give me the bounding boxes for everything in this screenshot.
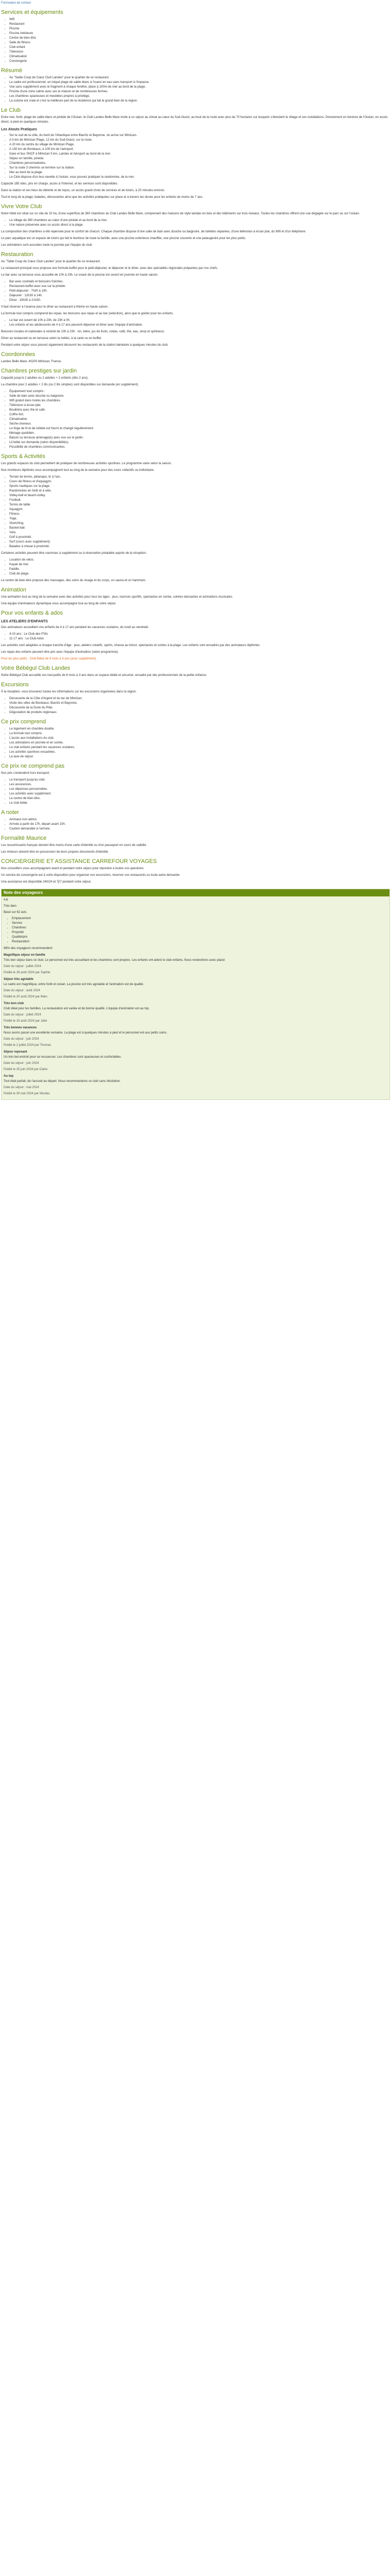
enfants-p2: Les activités sont adaptées à chaque tranche d'âge : jeux, ateliers créatifs, sports, chasse au trésor, spectacles et sorties à la plage. Les enfants sont encadrés par des animateurs diplômés. [1,644,260,647]
atout-item: • A 130 km de Bordeaux, à 105 km de l'aéroport. [9,147,390,152]
service-item: • Club enfant [9,45,390,50]
resume-item: • Au "Sable Coup de Cœur Club Landes" pour le quartier de ce restaurant. [9,76,390,80]
vivre-title: Vivre Votre Club [1,204,42,210]
anim-p2: Une équipe d'animateurs dynamique vous accompagne tout au long de votre séjour. [1,602,117,605]
coord-text: Landes Belle Mare, 40200 Mimizan, France. [1,360,62,363]
sport-item: • Cours de fitness et d'aquagym. [9,480,390,484]
service-item: • Centre de bien-être [9,36,390,41]
review-item [4,1050,387,1072]
atout-item: • Mer au bord de la plage. [9,171,390,175]
criteria-item: • Qualité/prix [12,935,387,940]
chambre-item: • Bouilloire avec thé et café. [9,408,390,413]
sport-item: • Club de plage. [9,572,390,577]
noncompris-item: • Le centre de bien-être. [9,796,390,801]
compris-item: • Les animations en journée et en soirée. [9,741,390,745]
conciergerie-title: CONCIERGERIE ET ASSISTANCE CARREFOUR VOYAGES [1,858,157,865]
note-item: • Arrivée à partir de 17h, départ avant 10h. [9,822,390,827]
review-date: Date du séjour : juin 2024 [4,1062,39,1065]
club-title: Le Club [1,107,21,113]
sport-item: • Surf (cours avec supplément). [9,540,390,545]
bebe-p1: Notre Bébégul Club accueille vos tout-petits de 6 mois à 3 ans dans un espace dédié et sécurisé, encadré par des professionnels de la petite enfance. [1,674,207,677]
review-author: Publié le 30 mai 2024 par Nicolas [4,1092,50,1095]
chambre-item: • Sèche-cheveux. [9,422,390,427]
sport-item: • Balades à cheval à proximité. [9,545,390,549]
bebe-title: Votre Bébégul Club Landes [1,665,70,671]
compris-item: • La formule tout compris. [9,732,390,736]
vivre-list [1,218,390,228]
sport-item: • Football. [9,498,390,503]
atout-item: • Séjour en famille, pinède. [9,157,390,161]
service-item: • Climatisation [9,55,390,59]
review-title: Au top [4,1075,13,1078]
review-title: Magnifique séjour en famille [4,954,45,957]
access-p1: Capacité 185 sites, pris en charge, accès à l'Internet, et les services sont disponibles. [1,182,118,185]
review-recommend: 98% des voyageurs recommandent [4,947,53,950]
formalites-p1: Les ressortissants français doivent être munis d'une carte d'identité ou d'un passeport en cours de validité. [1,844,147,847]
sport-item: • Randonnées en forêt et à vélo. [9,489,390,494]
atout-item: • Chambres personnalisées. [9,161,390,166]
chambre-item: • Balcon ou terrasse aménagé(e) avec vue sur le jardin. [9,436,390,440]
vivre-p4: Les animations sont assurées toute la journée par l'équipe du club. [1,244,93,247]
noncompris-item: • Les activités avec supplément. [9,792,390,796]
criteria-item: • Chambres [12,926,387,930]
noncompris-item: • Le transport jusqu'au club. [9,778,390,783]
reviews-title: Note des voyageurs [2,889,389,896]
chambre-item: • Télévision à écran plat. [9,403,390,408]
criteria-item: • Emplacement [12,917,387,921]
service-item: • Wifi [9,18,390,22]
service-item: • Salle de fitness [9,41,390,45]
review-date: Date du séjour : août 2024 [4,989,40,992]
review-author: Publié le 15 août 2024 par Julie [4,1020,47,1023]
sport-item: • Fitness. [9,512,390,517]
noncompris-item: • Les dépenses personnelles. [9,787,390,792]
resto-item: • Restaurant-buffet avec vue sur la pinède. [9,284,390,289]
resto-item: • Dîner : 19h30 à 21h30. [9,298,390,303]
review-based: Basé sur 62 avis [4,911,27,914]
review-title: Très bonnes vacances [4,1026,37,1029]
formalites-title: Formalité Maurice [1,835,47,841]
chambres-p2: La chambre pour 2 adultes + 2 lits (ou 2 lits simples) sont disponibles sur demande (en supplément). [1,383,139,386]
resto-p3: Il faut réserver à l'avance pour le dîner au restaurant à thème en haute saison. [1,306,109,309]
chambres-p1: Capacité jusqu'à 2 adultes ou 2 adultes + 2 enfants (dès 2 ans). [1,377,89,380]
sport-p3: Certaines activités peuvent être soumises à supplément ou à réservation préalable auprès de la réception. [1,552,147,555]
note-item: • Animaux non admis. [9,818,390,822]
vivre-text: Notre hôtel est situé sur un site de 10 ha, d'une superficie de 360 chambres du Club Landes Belle Mare, comprenant des maisons de style landais en bois et des bâtiments sur trois niveaux. Toutes les chambres offrent une vue dégagée sur le parc ou sur l'océan. [1,212,360,215]
resto-p2: Le bar avec sa terrasse vous accueille de 10h à 23h. Le snack de la piscine est ouvert en journée en haute saison. [1,274,158,277]
compris-item: • L'accès aux installations du club. [9,736,390,741]
review-date: Date du séjour : mai 2024 [4,1086,39,1089]
enfants-title: Pour vos enfants & ados [1,610,63,616]
review-text: Un très bel endroit pour se ressourcer. Les chambres sont spacieuses et confortables. [4,1056,122,1059]
services-title: Services et équipements [1,9,63,15]
review-item [4,1026,387,1048]
service-item: • Piscine [9,27,390,31]
enfants-item: • 11-17 ans : Le Club Ados [9,637,390,641]
chambre-item: • Salle de bain avec douche ou baignoire. [9,394,390,399]
chambre-item: • Ménage quotidien. [9,431,390,436]
sport-item: • Aquagym. [9,507,390,512]
review-author: Publié le 20 août 2024 par Marc [4,995,48,998]
noncompris-title: Ce prix ne comprend pas [1,763,64,769]
reviews-inner [2,896,389,1099]
service-item: • Télévision [9,50,390,55]
anim-title: Animation [1,587,26,593]
excursions-list [1,697,390,715]
review-date: Date du séjour : juillet 2024 [4,965,41,968]
service-item: • Piscine intérieure [9,31,390,36]
resume-item: • Vue sans supplément avec le fragment à chaque fenêtre, place à 100m de mer au bord de la plage. [9,85,390,90]
intro-link[interactable]: Formulaire de contact [1,2,31,5]
notes-list [1,818,390,832]
resto-item: • Le bar est ouvert de 10h à 23h, de 23h à 0h. [9,318,390,323]
sport-p1: Les grands espaces du club permettent de pratiquer de nombreuses activités sportives. Le programme varie selon la saison. [1,462,172,465]
resto-p4: La formule tout compris comprend les repas, les boissons aux repas et au bar (sélection), ainsi que le goûter pour les enfants. [1,312,174,315]
resume-item: • Les chambres spacieuses et meublées propres à privilège. [9,94,390,99]
excursions-title: Excursions [1,682,29,688]
excursion-item: • Visite des villes de Bordeaux, Biarritz et Bayonne. [9,701,390,706]
sport-item: • Location de vélos. [9,558,390,563]
review-title: Séjour très agréable [4,978,34,981]
page [0,0,391,1101]
criteria-item: • Service [12,921,387,926]
resto-list-2 [1,318,390,328]
resto-item: • Les enfants et les adolescents de 4 à 17 ans peuvent déjeuner et dîner avec l'équipe d'animation. [9,323,390,328]
access-p3: Tout le long de la plage, balades, découvertes ainsi que les activités pratiquées sur place et à travers les dunes pour les enfants de moins de 7 ans. [1,196,203,199]
sport-item: • Sports nautiques sur la plage. [9,484,390,489]
criteria-item: • Propreté [12,930,387,935]
sport-item: • Basket-ball. [9,526,390,531]
atout-item: • Sur le sud de la côte, du bord de l'Atlantique entre Biarritz et Bayonne, on arrive sur Mimizan. [9,133,390,138]
review-item [4,1002,387,1024]
chambre-item: • Wifi gratuit dans toutes les chambres. [9,399,390,403]
access-p2: Dans la station et ses lieux de détente et de repos, un accès grand choix de services et de loisirs, à 20 minutes environ. [1,189,165,192]
enfants-item: • 4-10 ans : Le Club des P'tits [9,632,390,637]
sport-title: Sports & Activités [1,453,45,460]
compris-item: • Les activités sportives encadrées. [9,750,390,755]
atout-item: • Le Club dispose d'un bus navette à l'océan, vous pouvez pratiquer la randonnée, de la mer. [9,175,390,180]
compris-item: • La taxe de séjour. [9,755,390,759]
chambres-title: Chambres prestiges sur jardin [1,368,77,374]
resume-item: • Proche d'une zone calme avec ses le maison et de nombreuses fermes. [9,90,390,94]
atout-item: • A 20 km du centre du village de Mimizan Plage. [9,143,390,147]
sport-list [1,475,390,549]
chambre-item: • Coffre-fort. [9,413,390,417]
conciergerie-p3: Une assistance est disponible 24h/24 et 7j/7 pendant votre séjour. [1,880,92,884]
compris-list [1,727,390,759]
service-item: • Conciergerie [9,59,390,64]
sport-item: • Paddle. [9,567,390,572]
chambre-item: • Possibilité de chambres communicantes. [9,445,390,450]
enfants-subtitle: LES ATELIERS D'ENFANTS [1,620,48,623]
club-text: Entre mer, forêt, plage de sable blanc et pinède de l'Océan, le Club Landes Belle Mare invite à un séjour au climat au cœur du Sud-Ouest, au bout de la route avec plus de 70 hectares sur lesquels s'étendent le village et ses installations. Directement en bordure de l'Océan, en accès direct, à pied en quelques minutes. [1,116,388,124]
atouts-list [1,133,390,180]
resto-list [1,280,390,303]
resto-item: • Bar avec cocktails et boissons fraîches. [9,280,390,284]
notes-title: A noter [1,809,19,816]
conciergerie-p1: Nos conseillers vous accompagnent avant et pendant votre séjour pour répondre à toutes vos questions. [1,867,144,870]
resume-item: • Le cadre est professionnel, un lotqué plage de sable blanc à l'ouest en eau sans transport à l'impasse. [9,80,390,85]
atout-item: • Gare et bus SNCF à Mimizan 5 km, Landes et Aéroport au bord de la mer. [9,152,390,157]
resume-item: • La cuisine est vraie et c'est la meilleure part de la résidence qui fait le grand bien de la région. [9,99,390,104]
review-text: Club idéal pour les familles. La restauration est variée et de bonne qualité. L'équipe d'animation est au top. [4,1007,150,1010]
sport-p2: Nos moniteurs diplômés vous accompagnent tout au long de la semaine pour des cours collectifs ou individuels. [1,469,155,472]
vivre-item: • Le village de 360 chambres au cœur d'une pinède et au bord de la mer. [9,218,390,223]
resto-title: Restauration [1,251,34,258]
review-text: Nous avons passé une excellente semaine. La plage est à quelques minutes à pied et le personnel est aux petits soins. [4,1031,168,1035]
anim-p1: Une animation tout au long de la semaine avec des activités pour tous les âges : jeux, tournois sportifs, spectacles en soirée, soirées dansantes et animations musicales. [1,596,233,599]
review-score: 4,6 [4,899,8,902]
vivre-item: • Une nature préservée avec un accès direct à la plage. [9,223,390,228]
review-title: Séjour reposant [4,1050,27,1054]
resto-item: • Déjeuner : 12h30 à 14h. [9,294,390,298]
sport-item: • Golf à proximité. [9,535,390,540]
excursion-item: • Découverte de la Dune du Pilat. [9,706,390,710]
vivre-p2: La composition des chambres a été repensée pour le confort de chacun. Chaque chambre dispose d'une salle de bain avec douche ou baignoire, de toilettes séparées, d'une télévision à écran plat, du Wifi et d'un téléphone. [1,230,306,233]
formalites-p2: Les mineurs doivent être en possession de leurs propres documents d'identité. [1,851,109,854]
sport-item: • Terrain de tennis, pétanque, tir à l'arc. [9,475,390,480]
resto-intro: Au "Table Coup de Cœur Club Landes" pour le quartier de ce restaurant. [1,260,101,263]
review-item [4,977,387,999]
conciergerie-p2: Un service de conciergerie est à votre disposition pour organiser vos excursions, réserver vos restaurants ou toute autre demande. [1,874,181,877]
chambre-item: • Climatisation. [9,417,390,422]
compris-title: Ce prix comprend [1,719,46,725]
review-text: Le cadre est magnifique, entre forêt et océan. La piscine est très agréable et l'animation est de qualité. [4,983,144,986]
compris-item: • Le club enfants pendant les vacances scolaires. [9,745,390,750]
sport-list-2 [1,558,390,577]
resume-list [1,76,390,104]
resume-title: Résumé [1,67,22,74]
chambre-item: • Lit bébé sur demande (selon disponibilités). [9,440,390,445]
review-text: Très bon séjour dans ce club. Le personnel est très accueillant et les chambres sont propres. Les enfants ont adoré le club enfants. Nous reviendrons avec plaisir. [4,959,226,962]
review-item [4,1074,387,1096]
noncompris-p1: Nos prix s'entendent hors transport. [1,772,50,775]
coord-title: Coordonnées [1,351,36,358]
resto-p7: Pendant votre séjour vous pouvez également découvrir les restaurants de la station balnéaire à quelques minutes du club. [1,344,169,347]
enfants-list [1,632,390,641]
sport-item: • Yoga. [9,517,390,521]
excursions-p1: À la réception, vous trouverez toutes les informations sur les excursions organisées dans la région. [1,690,137,693]
review-label: Très bien [4,905,17,908]
chambre-item: • Équipement tout compris : [9,389,390,394]
excursion-item: • Dégustation de produits régionaux. [9,710,390,715]
sport-item: • Stretching. [9,521,390,526]
resto-p1: Le restaurant principal vous propose une formule buffet pour le petit-déjeuner, le déjeuner et le dîner, avec des spécialités régionales préparées par nos chefs. [1,267,218,270]
chambres-list [1,389,390,450]
noncompris-item: • Le club bébé. [9,801,390,806]
review-title: Très bon club [4,1002,24,1005]
review-date: Date du séjour : juin 2024 [4,1038,39,1041]
vivre-p3: Le parc aquatique est un espace de loisirs qui fait le bonheur de toute la famille, avec une piscine extérieure chauffée, une piscine couverte et une pataugeoire pour les plus petits. [1,237,246,240]
excursion-item: • Découverte de la Côte d'Argent et du lac de Mimizan. [9,697,390,701]
resto-p5: Boissons locales et nationales à volonté de 10h à 23h : vin, bière, jus de fruits, sodas, café, thé, eau, sirop et spiritueux. [1,330,165,333]
compris-item: • Le logement en chambre double. [9,727,390,732]
criteria-list [4,917,387,944]
sport-item: • Kayak de mer. [9,563,390,567]
resto-item: • Petit-déjeuner : 7h30 à 10h. [9,289,390,294]
atout-item: • Sur la route 3 chemins se termine sur la station. [9,166,390,171]
services-list [1,18,390,64]
criteria-item: • Restauration [12,940,387,944]
review-date: Date du séjour : juillet 2024 [4,1013,41,1016]
atouts-title: Les Atouts Pratiques [1,128,37,131]
sport-item: • Tennis de table. [9,503,390,507]
enfants-p3: Les repas des enfants peuvent être pris avec l'équipe d'animation (selon programme). [1,651,119,654]
service-item: • Restaurant [9,22,390,27]
enfants-p1: Des animateurs accueillent vos enfants de 4 à 17 ans pendant les vacances scolaires, du lundi au vendredi. [1,626,149,629]
review-text: Tout était parfait, de l'accueil au départ. Nous recommandons ce club sans hésitation. [4,1080,121,1083]
atout-item: • A 5 km de Mimizan Plage, 12 km du Sud-Ouest, sur la route. [9,138,390,143]
enfants-note: Pour les plus petits : Club Bébé de 6 mois à 3 ans (avec supplément). [1,657,97,660]
note-item: • Caution demandée à l'arrivée. [9,827,390,832]
noncompris-item: • Les assurances. [9,783,390,787]
review-author: Publié le 28 août 2024 par Sophie [4,971,51,974]
reviews-box [1,889,390,1100]
sport-p4: Le centre de bien-être propose des massages, des soins du visage et du corps, un sauna et un hammam. [1,579,146,582]
resto-p6: Dîner au restaurant ou en terrasse selon la météo, à la carte ou en buffet. [1,337,102,340]
review-author: Publié le 2 juillet 2024 par Thomas [4,1044,51,1047]
sport-item: • Vélo. [9,531,390,535]
review-item [4,953,387,975]
noncompris-list [1,778,390,806]
chambre-item: • Le linge de lit et de toilette est fourni et changé régulièrement. [9,427,390,431]
sport-item: • Volley-ball et beach-volley. [9,494,390,498]
review-author: Publié le 25 juin 2024 par Claire [4,1068,48,1071]
